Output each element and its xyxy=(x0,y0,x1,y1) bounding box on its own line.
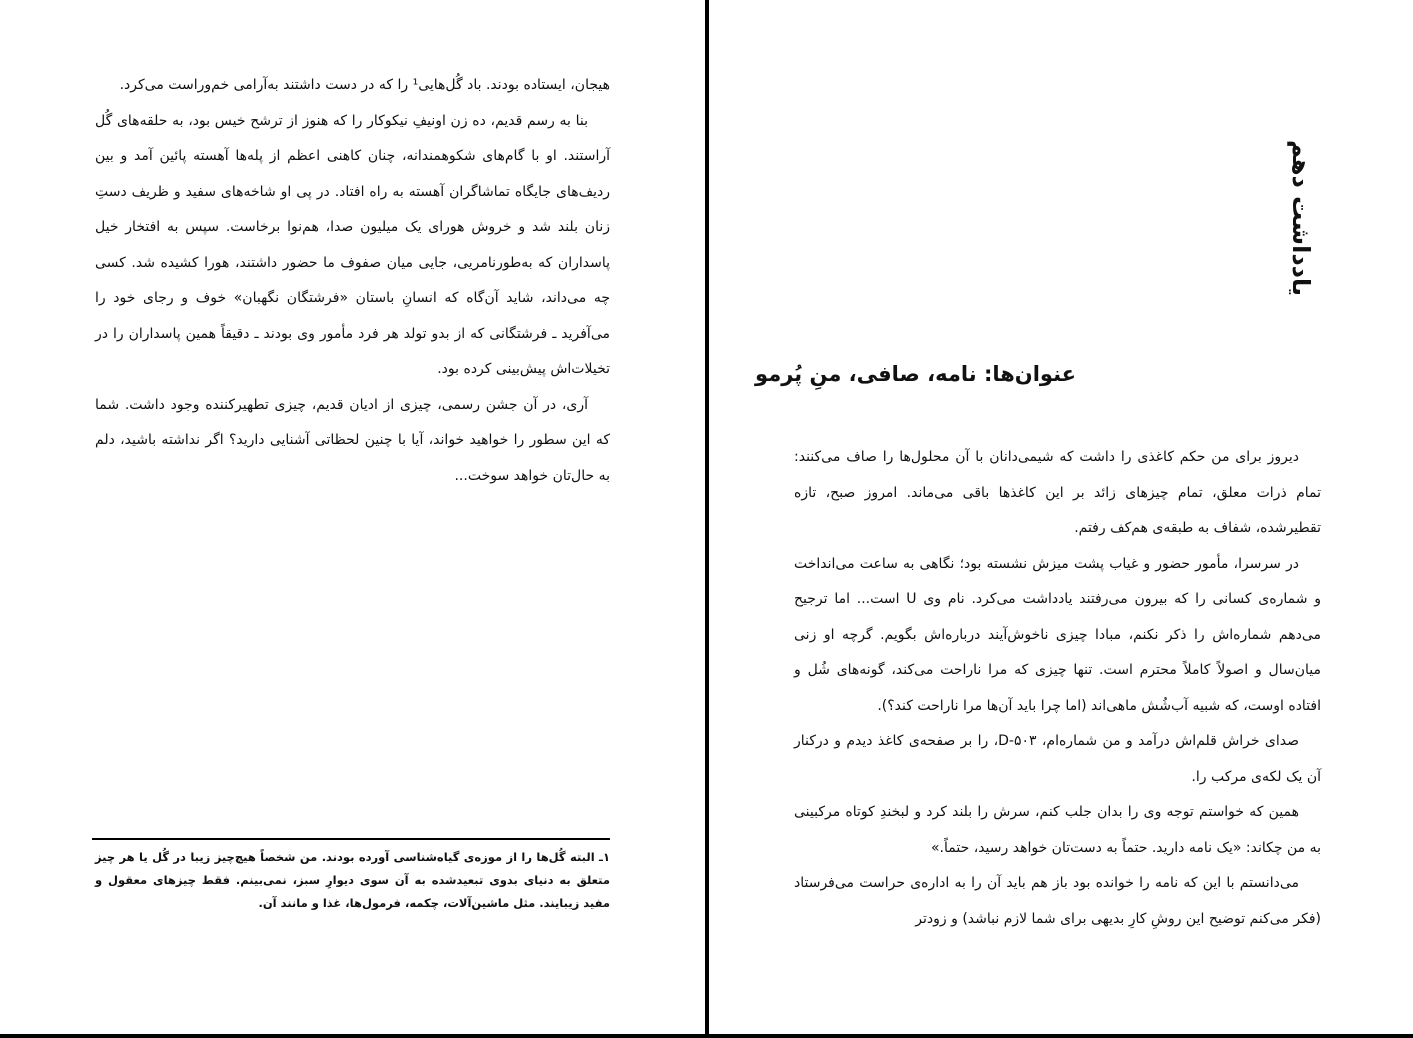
right-page-body xyxy=(794,440,1321,937)
footnote-separator xyxy=(92,838,610,840)
bottom-edge xyxy=(0,1034,1413,1038)
right-paragraph: در سرسرا، مأمور حضور و غیاب پشت میزش نشسته بود؛ نگاهی به ساعت می‌انداخت و شماره‌ی کسانی را که بیرون می‌رفتند یادداشت می‌کرد. نام وی U است... اما ترجیح می‌دهم شماره‌اش را ذکر نکنم، مبادا چیزی ناخوش‌آیند درباره‌اش بگویم. گرچه او زنی میان‌سال و اصولاً کاملاً محترم است. تنها چیزی که مرا ناراحت می‌کند، گونه‌های شُل و افتاده اوست، که شبیه آب‌شُش ماهی‌اند (اما چرا باید آن‌ها مرا ناراحت کند؟). xyxy=(794,555,1321,714)
section-title: عنوان‌ها: نامه، صافی، منِ پُرمو xyxy=(755,362,1076,386)
left-paragraph: آری، در آن جشن رسمی، چیزی از ادیان قدیم، چیزی تطهیرکننده وجود داشت. شما که این سطور را خواهید خواند، آیا با چنین لحظاتی آشنایی دارید؟ اگر نداشته باشید، دلم به حال‌تان خواهد سوخت... xyxy=(95,396,610,484)
chapter-label: یادداشت دهم xyxy=(1287,140,1315,297)
right-paragraph: می‌دانستم با این که نامه را خوانده بود باز هم باید آن را به اداره‌ی حراست می‌فرستاد (فکر می‌کنم توضیح این روشِ کارِ بدیهی برای شما لازم نباشد) و زودتر xyxy=(794,875,1321,927)
right-paragraph: دیروز برای من حکم کاغذی را داشت که شیمی‌دانان با آن محلول‌ها را صاف می‌کنند: تمام ذرات معلق، تمام چیزهای زائد بر این کاغذها باقی می‌ماند. امروز صبح، تازه تقطیرشده، شفاف به طبقه‌ی هم‌کف رفتم. xyxy=(794,449,1321,536)
footnote: ۱ـ البته گُل‌ها را از موزه‌ی گیاه‌شناسی آورده بودند. من شخصاً هیچ‌چیز زیبا در گُل یا هر چیز متعلق به دنیای بدوی تبعیدشده به آن سوی دیوارِ سبز، نمی‌بینم. فقط چیزهای معقول و مفید زیبایند. مثل ماشین‌آلات، چکمه، فرمول‌ها، غذا و مانند آن. xyxy=(95,850,610,910)
left-page-body xyxy=(95,68,610,494)
right-paragraph: همین که خواستم توجه وی را بدان جلب کنم، سرش را بلند کرد و لبخندِ کوتاه مرکبینی به من چکاند: «یک نامه دارید. حتماً به دست‌تان خواهد رسید، حتماً.» xyxy=(794,804,1321,856)
right-paragraph: صدای خراش قلم‌اش درآمد و من شماره‌ام، D-۵۰۳، را بر صفحه‌ی کاغذ دیدم و درکنار آن یک لکه‌ی مرکب را. xyxy=(794,733,1321,785)
left-page xyxy=(0,0,706,1034)
left-paragraph: بنا به رسم قدیم، ده زن اونیفِ نیکوکار را که هنوز از ترشح خیس بود، به حلقه‌های گُل آراستند. او با گام‌های شکوهمندانه، چنان کاهنی اعظم از پله‌ها آهسته پائین آمد و بین ردیف‌های جایگاه تماشاگران آهسته به راه افتاد. در پی او شاخه‌های سفید و ظریف دستِ زنان بلند شد و خروش هورای یک میلیون صدا، هم‌نوا برخاست. سپس به افتخار خیل پاسداران که به‌طورنامریی، جایی میان صفوف ما حضور داشتند، هورا کشیده شد. کسی چه می‌داند، شاید آن‌گاه که انسانِ باستان «فرشتگان نگهبان» خوف و رجای خود را می‌آفرید ـ فرشتگانی که از بدو تولد هر فرد مأمور وی بودند ـ دقیقاً همین پاسداران را در تخیلات‌اش پیش‌بینی کرده بود. xyxy=(95,112,610,377)
left-paragraph: هیجان، ایستاده بودند. باد گُل‌هایی¹ را که در دست داشتند به‌آرامی خم‌وراست می‌کرد. xyxy=(119,77,610,93)
